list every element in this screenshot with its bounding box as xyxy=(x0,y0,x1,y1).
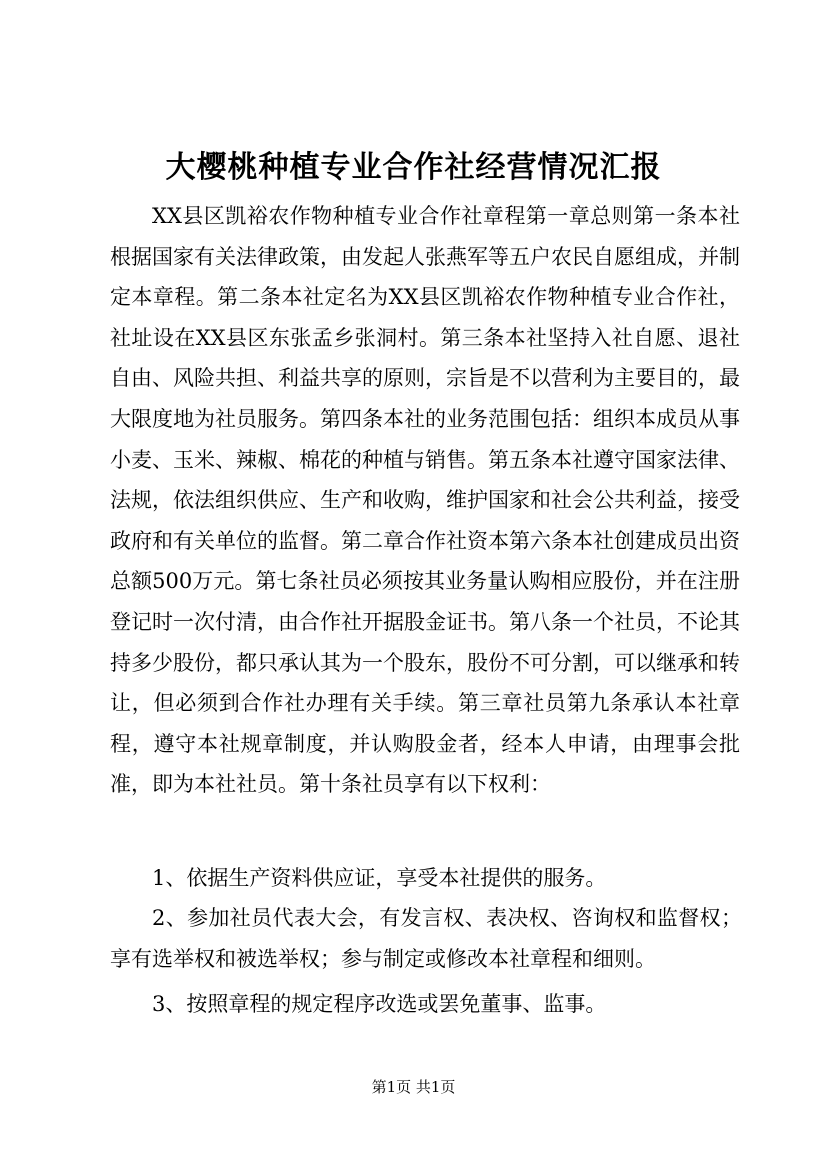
list-item: 1、依据生产资料供应证，享受本社提供的服务。 xyxy=(152,866,607,890)
body-paragraph: XX县区凯裕农作物种植专业合作社章程第一章总则第一条本社根据国家有关法律政策，由发起人张燕军等五户农民自愿组成，并制定本章程。第二条本社定名为XX县区凯裕农作物种植专业合作社，社址设在XX县区东张孟乡张洞村。第三条本社坚持入社自愿、退社自由、风险共担、利益共享的原则，宗旨是不以营利为主要目的，最大限度地为社员服务。第四条本社的业务范围包括：组织本成员从事小麦、玉米、辣椒、棉花的种植与销售。第五条本社遵守国家法律、法规，依法组织供应、生产和收购，维护国家和社会公共利益，接受政府和有关单位的监督。第二章合作社资本第六条本社创建成员出资总额500万元。第七条社员必须按其业务量认购相应股份，并在注册登记时一次付清，由合作社开据股金证书。第八条一个社员，不论其持多少股份，都只承认其为一个股东，股份不可分割，可以继承和转让，但必须到合作社办理有关手续。第三章社员第九条承认本社章程，遵守本社规章制度，并认购股金者，经本人申请，由理事会批准，即为本社社员。第十条社员享有以下权利： xyxy=(110,204,740,797)
list-item: 3、按照章程的规定程序改选或罢免董事、监事。 xyxy=(152,992,607,1016)
page-number-footer: 第1页 共1页 xyxy=(371,1078,456,1096)
list-item: 2、参加社员代表大会，有发言权、表决权、咨询权和监督权；享有选举权和被选举权；参与制定或修改本社章程和细则。 xyxy=(110,906,742,971)
document-title: 大樱桃种植专业合作社经营情况汇报 xyxy=(165,150,662,185)
